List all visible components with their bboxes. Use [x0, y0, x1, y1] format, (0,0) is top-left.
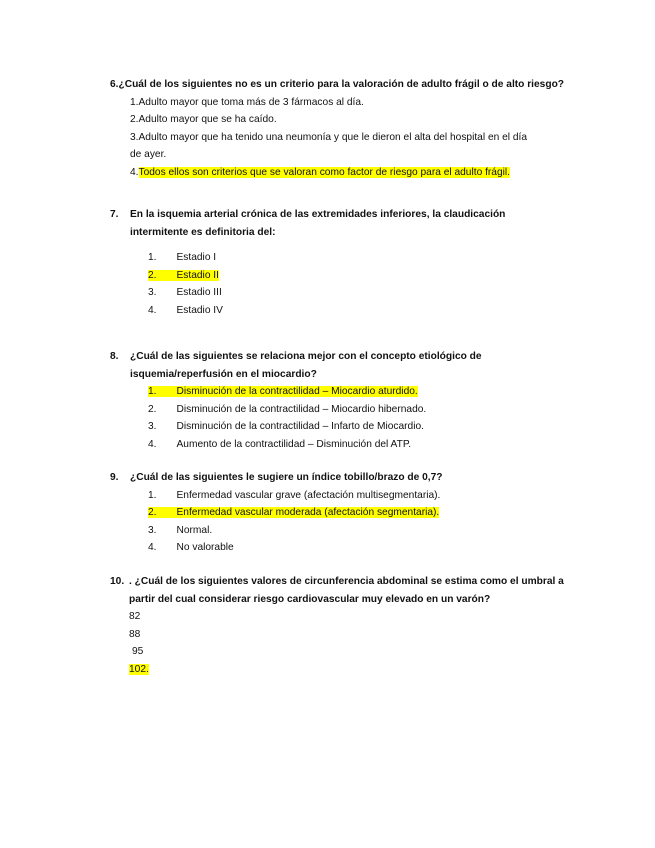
option-value-answer: [110, 661, 570, 679]
option-text: Estadio III: [176, 287, 222, 298]
option-item: [110, 401, 570, 419]
option-answer: [110, 164, 570, 182]
question-10-stem: [110, 573, 570, 591]
option-text: Disminución de la contractilidad – Miocardio hibernado.: [176, 403, 427, 415]
option-prefix: 4.: [130, 166, 139, 178]
option-text: Normal.: [176, 524, 213, 536]
highlighted-answer: [148, 507, 439, 518]
option-number: 1.: [148, 386, 157, 397]
option-number: 1.: [148, 252, 157, 263]
question-text-cont: partir del cual considerar riesgo cardiovascular muy elevado en un varón?: [129, 593, 491, 605]
question-number: 10.: [110, 576, 125, 587]
question-number: 7.: [110, 209, 119, 220]
question-text-cont: intermitente es definitoria del:: [130, 226, 276, 238]
option-value: 82: [129, 611, 141, 622]
option-text: Disminución de la contractilidad – Miocardio aturdido.: [176, 386, 418, 397]
question-6: [110, 76, 570, 181]
option-text: No valorable: [176, 542, 234, 553]
option-line: 3.Adulto mayor que ha tenido una neumonía y que le dieron el alta del hospital en el día: [130, 131, 528, 143]
question-text: ¿Cuál de los siguientes no es un criterio para la valoración de adulto frágil o de alto riesgo?: [118, 79, 565, 90]
option-text: Estadio IV: [176, 304, 223, 316]
highlighted-answer: Todos ellos son criterios que se valoran como factor de riesgo para el adulto frágil.: [138, 166, 510, 178]
question-9-stem: [110, 469, 570, 487]
question-10: [110, 573, 570, 678]
option-number: 2.: [148, 507, 157, 518]
option-line: 2.Adulto mayor que se ha caído.: [130, 114, 277, 125]
option-value: 88: [129, 628, 141, 640]
option-item: [110, 302, 570, 320]
question-number: 6.: [110, 79, 119, 90]
question-text: En la isquemia arterial crónica de las extremidades inferiores, la claudicación: [130, 209, 506, 220]
option-item: [110, 418, 570, 436]
option-value: 95: [132, 646, 144, 657]
question-text: ¿Cuál de las siguientes le sugiere un índice tobillo/brazo de 0,7?: [130, 472, 443, 483]
question-number: 8.: [110, 351, 119, 362]
highlighted-answer: [148, 386, 418, 397]
option-number: 3.: [148, 524, 157, 536]
question-text: ¿Cuál de las siguientes se relaciona mejor con el concepto etiológico de: [130, 351, 482, 362]
option-text: Enfermedad vascular moderada (afectación segmentaria).: [176, 507, 440, 518]
option-number: 4.: [148, 542, 157, 553]
option-item: [110, 249, 570, 267]
option-item-answer: [110, 383, 570, 401]
question-text-cont: isquemia/reperfusión en el miocardio?: [130, 368, 317, 380]
option-item-answer: [110, 267, 570, 285]
option-item: [110, 487, 570, 505]
option-text: Estadio II: [176, 269, 219, 281]
question-8-stem: [110, 348, 570, 366]
option-item: [110, 284, 570, 302]
option-item: [110, 522, 570, 540]
question-8: [110, 348, 570, 453]
option-item: [110, 436, 570, 454]
option-text: Aumento de la contractilidad – Disminución del ATP.: [176, 438, 412, 450]
question-7-stem: [110, 206, 570, 224]
option-line: 1.Adulto mayor que toma más de 3 fármacos al día.: [130, 96, 364, 108]
option-number: 4.: [148, 304, 157, 316]
option-number: 2.: [148, 269, 157, 281]
question-7: [110, 206, 570, 319]
option-text: Disminución de la contractilidad – Infarto de Miocardio.: [176, 421, 424, 432]
option-item-answer: [110, 504, 570, 522]
option-text: Estadio I: [176, 252, 217, 263]
option-number: 1.: [148, 489, 157, 501]
option-line: de ayer.: [130, 149, 167, 160]
option-number: 4.: [148, 438, 157, 450]
option-item: [110, 539, 570, 557]
highlighted-answer: 102.: [129, 663, 149, 675]
option-text: Enfermedad vascular grave (afectación multisegmentaria).: [176, 489, 441, 501]
question-number: 9.: [110, 472, 119, 483]
option-number: 3.: [148, 287, 157, 298]
option-number: 2.: [148, 403, 157, 415]
question-text: . ¿Cuál de los siguientes valores de circunferencia abdominal se estima como el umbral a: [129, 576, 564, 587]
highlighted-answer: [148, 270, 219, 281]
option-number: 3.: [148, 421, 157, 432]
question-6-stem: [110, 76, 570, 94]
question-9: [110, 469, 570, 557]
